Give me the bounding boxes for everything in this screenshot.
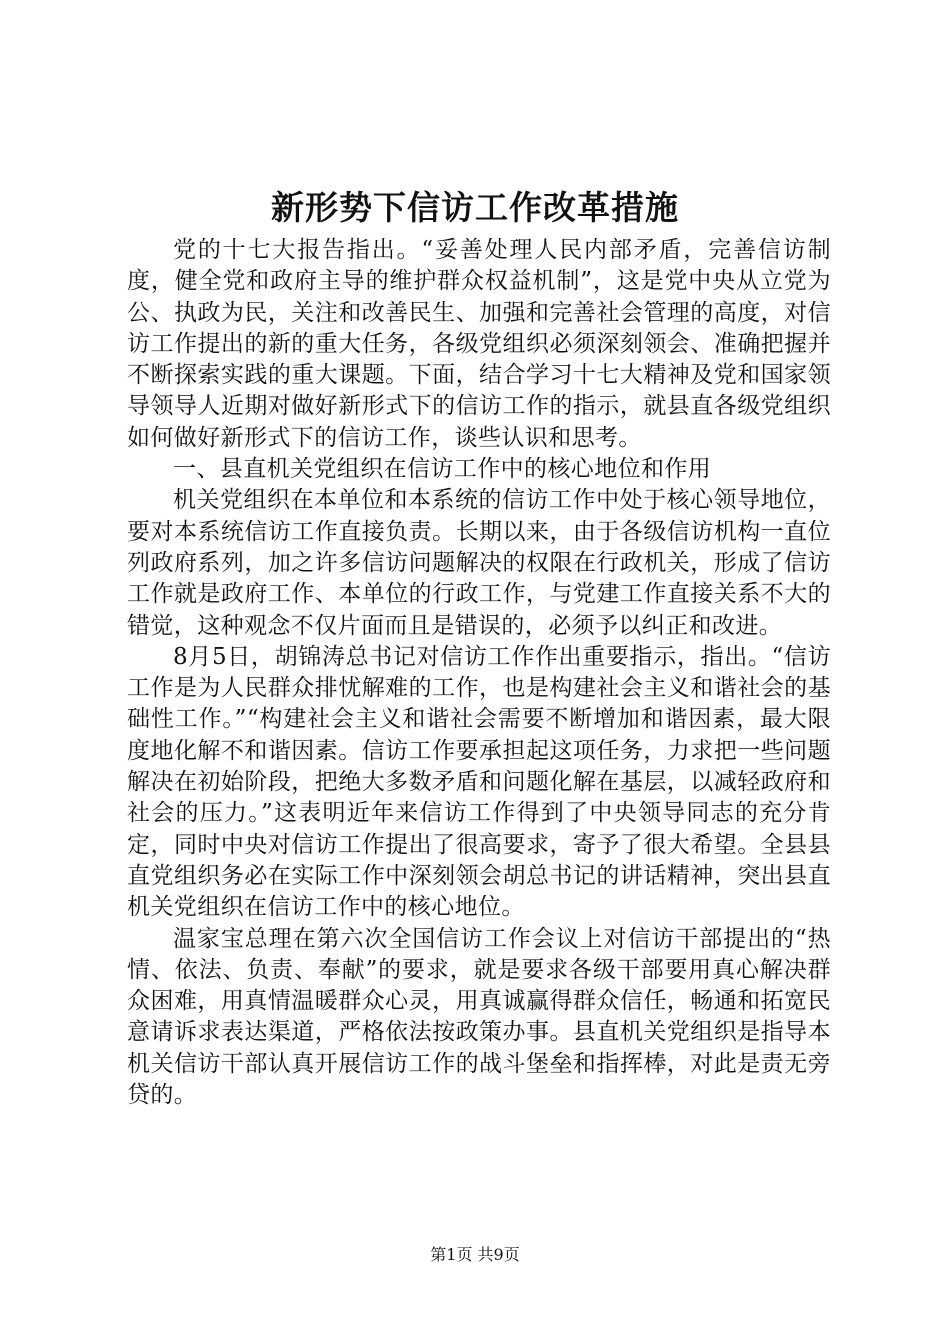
paragraph-core-role: 机关党组织在本单位和本系统的信访工作中处于核心领导地位，要对本系统信访工作直接负责。长期以来，由于各级信访机构一直位列政府系列，加之许多信访问题解决的权限在行政机关，形成了信访工作就是政府工作、本单位的行政工作，与党建工作直接关系不大的错觉，这种观念不仅片面而且是错误的，必须予以纠正和改进。 — [127, 487, 831, 639]
section-heading-1: 一、县直机关党组织在信访工作中的核心地位和作用 — [173, 456, 712, 483]
paragraph-hu-instruction: 8月5日，胡锦涛总书记对信访工作作出重要指示，指出。“信访工作是为人民群众排忧解难的工作，也是构建社会主义和谐社会的基础性工作。”“构建社会主义和谐社会需要不断增加和谐因素，最大限度地化解不和谐因素。信访工作要承担起这项任务，力求把一些问题解决在初始阶段，把绝大多数矛盾和问题化解在基层，以减轻政府和社会的压力。”这表明近年来信访工作得到了中央领导同志的充分肯定，同时中央对信访工作提出了很高要求，寄予了很大希望。全县县直党组织务必在实际工作中深刻领会胡总书记的讲话精神，突出县直机关党组织在信访工作中的核心地位。 — [127, 643, 831, 921]
page-footer: 第1页 共9页 — [430, 1245, 520, 1264]
paragraph-intro: 党的十七大报告指出。“妥善处理人民内部矛盾，完善信访制度，健全党和政府主导的维护群众权益机制”，这是党中央从立党为公、执政为民，关注和改善民生、加强和完善社会管理的高度，对信访工作提出的新的重大任务，各级党组织必须深刻领会、准确把握并不断探索实践的重大课题。下面，结合学习十七大精神及党和国家领导领导人近期对做好新形式下的信访工作的指示，就县直各级党组织如何做好新形式下的信访工作，谈些认识和思考。 — [127, 237, 831, 451]
paragraph-wen-requirement: 温家宝总理在第六次全国信访工作会议上对信访干部提出的“热情、依法、负责、奉献”的要求，就是要求各级干部要用真心解决群众困难，用真情温暖群众心灵，用真诚赢得群众信任，畅通和拓宽民意请诉求表达渠道，严格依法按政策办事。县直机关党组织是指导本机关信访干部认真开展信访工作的战斗堡垒和指挥棒，对此是责无旁贷的。 — [127, 925, 831, 1109]
document-title: 新形势下信访工作改革措施 — [271, 188, 679, 227]
document-body — [127, 235, 831, 1111]
